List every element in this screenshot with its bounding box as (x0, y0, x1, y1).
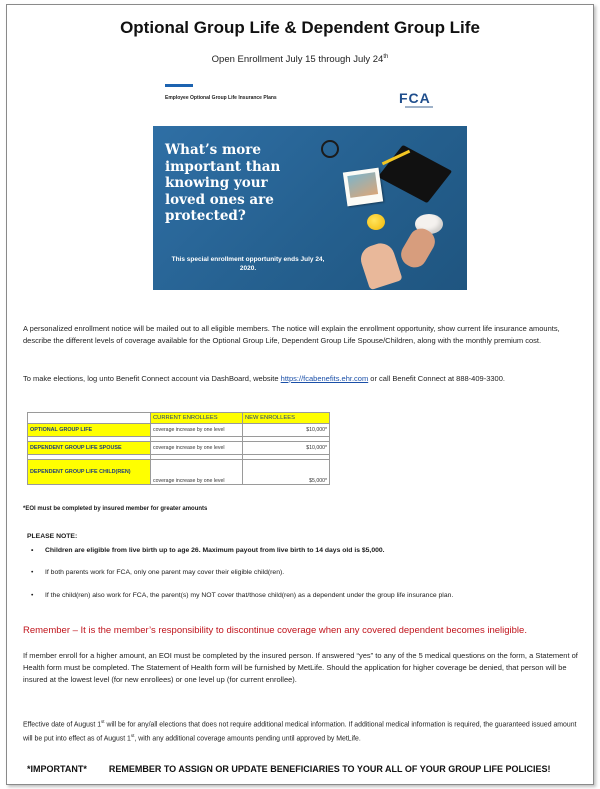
table-header-row (28, 413, 330, 424)
remember-notice: Remember – It is the member’s responsibility to discontinue coverage when any covered dependent becomes ineligible. (23, 625, 527, 636)
current-enrollee-cell: coverage increase by one level (151, 442, 243, 455)
new-enrollee-cell: $5,000* (243, 460, 330, 485)
column-header-new: NEW ENROLLEES (243, 413, 330, 424)
current-enrollee-cell: coverage increase by one level (151, 460, 243, 485)
eoi-footnote: *EOI must be completed by insured member for greater amounts (23, 506, 208, 512)
elections-paragraph (23, 373, 583, 385)
list-item (31, 590, 545, 601)
effective-text-2: will be for any/all elections that does not require additional medical information. If additional medical information is required, the guaranteed issued amount will be put into effect as of August 1 (23, 721, 577, 743)
banner-deadline: This special enrollment opportunity ends July 24, 2020. (171, 256, 325, 272)
new-enrollee-cell: $10,000* (243, 442, 330, 455)
page-title: Optional Group Life & Dependent Group Life (120, 18, 480, 37)
family-photo-content (347, 172, 378, 198)
yellow-flower-image (367, 214, 385, 230)
list-item (31, 567, 545, 578)
enrollment-dates (7, 54, 593, 65)
table-row (28, 460, 330, 485)
effective-sup-1: st (101, 719, 105, 724)
table-row (28, 442, 330, 455)
coverage-table (27, 412, 330, 485)
enrollment-dates-suffix: th (383, 54, 389, 60)
document-page (6, 4, 594, 785)
effective-text-1: Effective date of August 1 (23, 721, 102, 729)
elections-text: To make elections, log unto Benefit Connect account via DashBoard, website (23, 374, 281, 383)
effective-date-paragraph (23, 716, 585, 745)
flyer-heading: Employee Optional Group Life Insurance Plans (165, 95, 277, 101)
important-label: *IMPORTANT* (27, 764, 87, 774)
banner-headline: What’s more important than knowing your loved ones are protected? (165, 142, 281, 224)
promo-banner-image (153, 126, 467, 290)
intro-paragraph: A personalized enrollment notice will be mailed out to all eligible members. The notice will explain the enrollment opportunity, show current life insurance amounts, describe the different levels of coverage available for the Optional Group Life, Dependent Group Life Spouse/Children, along with the monthly premium cost. (23, 324, 560, 345)
effective-sup-2: st (130, 733, 135, 739)
current-enrollee-cell: coverage increase by one level (151, 424, 243, 437)
higher-amount-paragraph: If member enroll for a higher amount, an EOI must be completed by the insured person. If answered “yes” to any of the 5 medical questions on the form, a Statement of Health form must be completed. The Statement of Health form will be furnished by MetLife. Should the application for higher coverage be denied, that person will be insured at the lowest level (for new enrollees) or one level up (for current enrollee). (23, 651, 578, 684)
family-photo-image (343, 168, 383, 207)
list-item-text: Children are eligible from live birth up to age 26. Maximum payout from live birth to 14 days old is $5,000. (45, 547, 385, 554)
list-item-text: If the child(ren) also work for FCA, the parent(s) my NOT cover that/those child(ren) as a dependent under the group life insurance plan. (45, 592, 454, 599)
new-enrollee-cell: $10,000* (243, 424, 330, 437)
row-label: DEPENDENT GROUP LIFE CHILD(REN) (28, 460, 151, 485)
enrollment-dates-text: Open Enrollment July 15 through July 24 (211, 54, 384, 66)
column-header-current: CURRENT ENROLLEES (151, 413, 243, 424)
bullet-icon: • (31, 547, 34, 554)
keyring-decoration (321, 140, 339, 158)
important-text: REMEMBER TO ASSIGN OR UPDATE BENEFICIARIES TO YOUR ALL OF YOUR GROUP LIFE POLICIES! (108, 764, 551, 774)
list-item-text: If both parents work for FCA, only one parent may cover their eligible child(ren). (45, 569, 285, 576)
bullet-icon: • (31, 569, 34, 576)
row-label: DEPENDENT GROUP LIFE SPOUSE (28, 442, 151, 455)
fca-logo: FCA (399, 90, 431, 106)
fca-logo-underline (405, 106, 433, 108)
elections-phone-text: or call Benefit Connect at 888-409-3300. (368, 374, 505, 383)
effective-text-3: , with any additional coverage amounts pending until approved by MetLife. (134, 735, 361, 743)
row-label: OPTIONAL GROUP LIFE (28, 424, 151, 437)
list-item (31, 545, 545, 556)
table-row (28, 424, 330, 437)
please-note-heading: PLEASE NOTE: (27, 533, 78, 540)
important-notice (27, 764, 551, 774)
bullet-icon: • (31, 592, 34, 599)
graduation-cap-image (378, 145, 452, 203)
table-corner-cell (28, 413, 151, 424)
benefits-website-link[interactable]: https://fcabenefits.ehr.com (280, 374, 369, 383)
flyer-accent-line (165, 84, 193, 87)
hand-holding-flower-image (357, 240, 402, 290)
